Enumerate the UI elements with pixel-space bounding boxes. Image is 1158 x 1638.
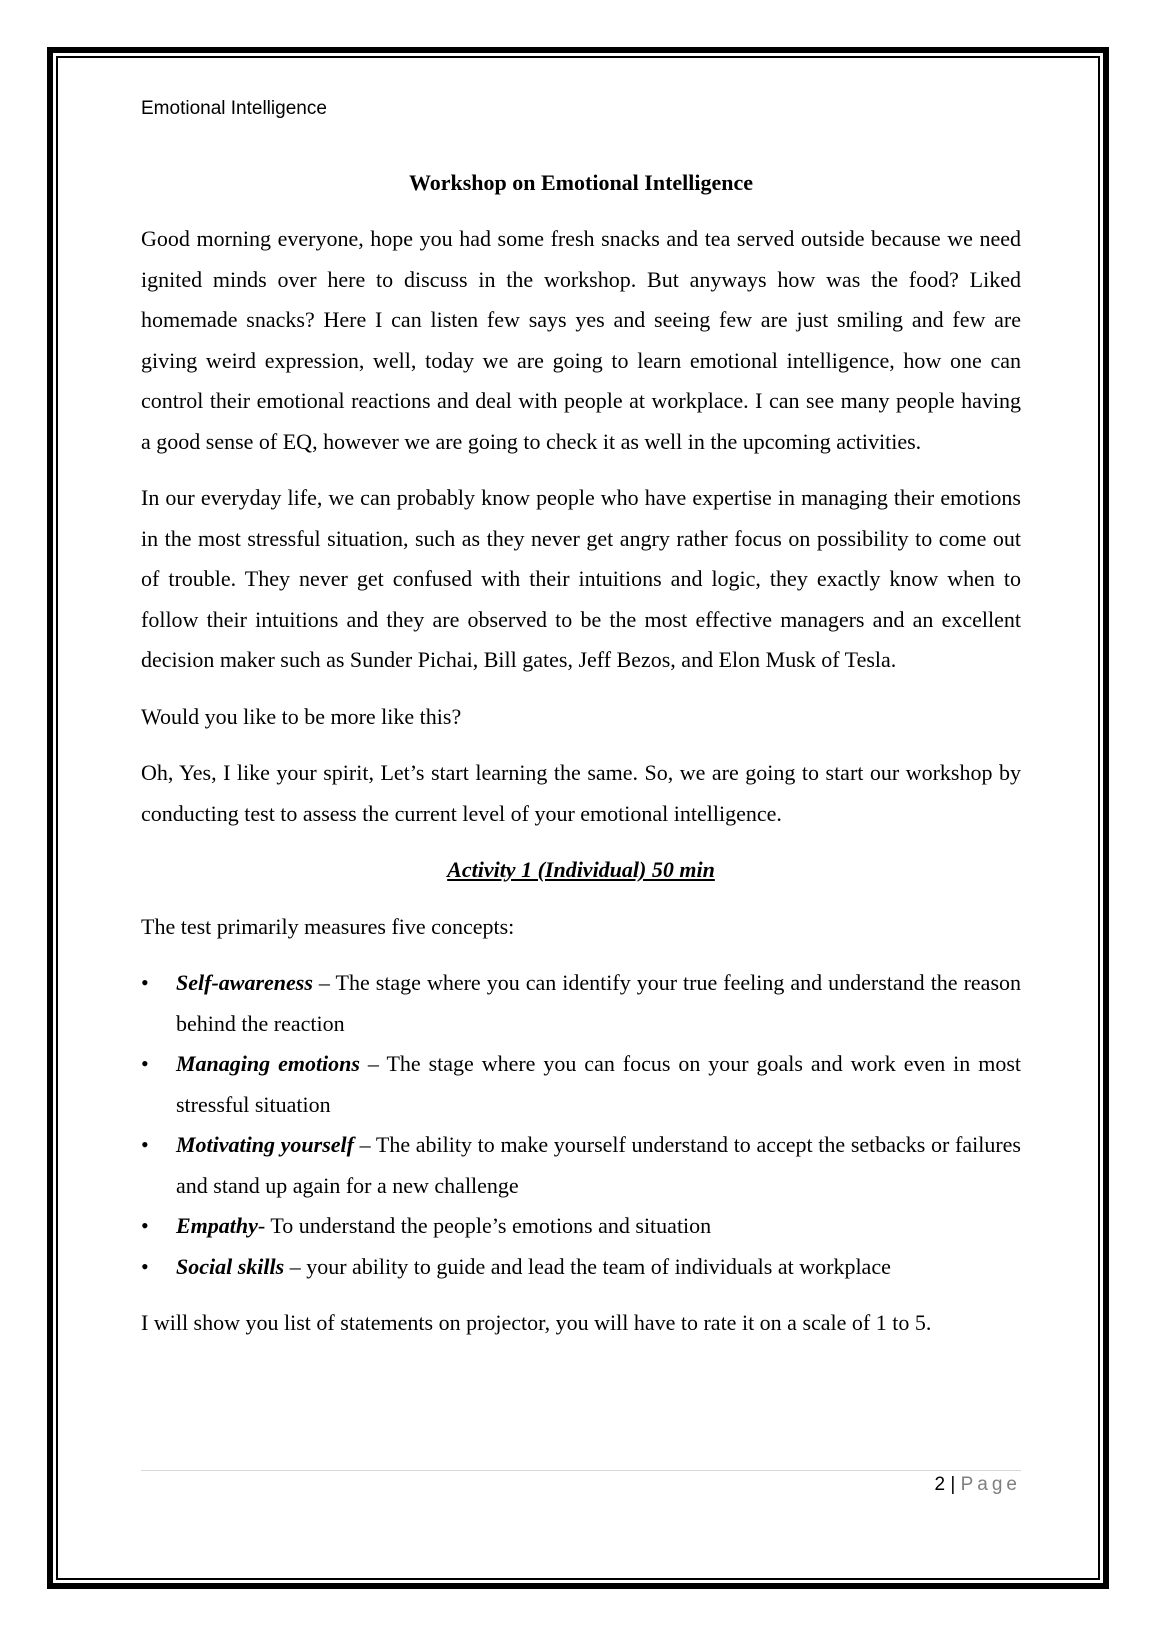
footer-separator: | (950, 1474, 956, 1495)
running-header: Emotional Intelligence (141, 98, 327, 119)
document-body (141, 163, 1021, 1360)
bullet-icon: • (141, 970, 149, 995)
concept-description: – The stage where you can identify your true feeling and understand the reason behind the reaction (176, 970, 1021, 1036)
bullet-icon: • (141, 1213, 149, 1238)
concept-description: - To understand the people’s emotions and situation (257, 1213, 712, 1238)
bullet-icon: • (141, 1051, 149, 1076)
concepts-intro: The test primarily measures five concepts: (141, 913, 515, 939)
list-item (141, 963, 1021, 1044)
paragraph-intro: Good morning everyone, hope you had some fresh snacks and tea served outside because we need ignited minds over here to discuss in the workshop. But anyways how was the food? Liked homemade snacks? Here I can listen few says yes and seeing few are just smiling and few are giving weird expression, well, today we are going to learn emotional intelligence, how one can control their emotional reactions and deal with people at workplace. I can see many people having a good sense of EQ, however we are going to check it as well in the upcoming activities. (141, 226, 1021, 454)
concept-term: Social skills (176, 1253, 285, 1279)
bullet-icon: • (141, 1132, 149, 1157)
concept-term: Motivating yourself (176, 1132, 354, 1157)
document-title: Workshop on Emotional Intelligence (408, 170, 754, 195)
paragraph-closing: I will show you list of statements on projector, you will have to rate it on a scale of 1 to 5. (141, 1310, 932, 1335)
page-number: 2 (934, 1474, 946, 1495)
activity-heading: Activity 1 (Individual) 50 min (447, 857, 715, 882)
list-item (141, 1206, 1021, 1247)
list-item (141, 1044, 1021, 1125)
page-label: Page (960, 1474, 1021, 1495)
concept-term: Self-awareness (176, 970, 313, 995)
footer-divider (141, 1470, 1021, 1471)
paragraph-question: Would you like to be more like this? (141, 703, 462, 729)
list-item (141, 1247, 1021, 1288)
concept-description: – The stage where you can focus on your goals and work even in most stressful situation (176, 1051, 1022, 1117)
concept-term: Empathy (176, 1213, 258, 1238)
paragraph-spirit: Oh, Yes, I like your spirit, Let’s start learning the same. So, we are going to start our workshop by conducting test to assess the current level of your emotional intelligence. (141, 760, 1021, 826)
concepts-list (141, 963, 1021, 1287)
concept-description: – The ability to make yourself understand to accept the setbacks or failures and stand up again for a new challenge (176, 1132, 1021, 1198)
bullet-icon: • (141, 1253, 149, 1279)
list-item (141, 1125, 1021, 1206)
concept-description: – your ability to guide and lead the team of individuals at workplace (284, 1253, 891, 1279)
concept-term: Managing emotions (176, 1051, 360, 1076)
paragraph-everyday-life: In our everyday life, we can probably know people who have expertise in managing their emotions in the most stressful situation, such as they never get angry rather focus on possibility to come out of trouble. They never get confused with their intuitions and logic, they exactly know when to follow their intuitions and they are observed to be the most effective managers and an excellent decision maker such as Sunder Pichai, Bill gates, Jeff Bezos, and Elon Musk of Tesla. (141, 485, 1021, 672)
page-footer (935, 1474, 1021, 1496)
